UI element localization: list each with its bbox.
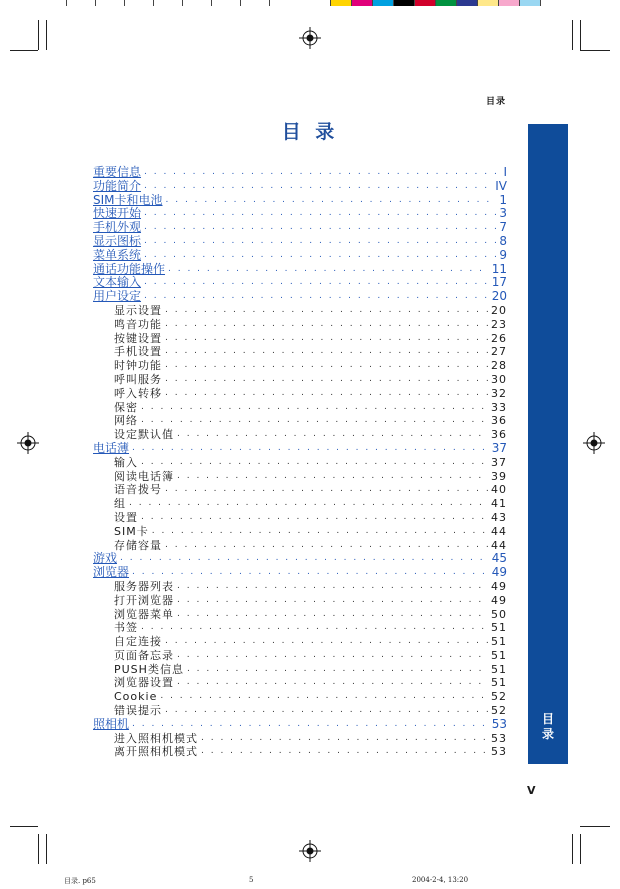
toc-entry-label: 进入照相机模式 [114,731,198,745]
toc-leader-dots [144,207,496,221]
toc-leader-dots [141,456,488,470]
toc-entry-page: 32 [491,386,507,400]
toc-entry[interactable] [93,539,507,553]
page-title: 目 录 [281,121,339,143]
side-tab-label: 目 录 [541,712,554,741]
toc-entry-label: 手机外观 [93,220,142,235]
toc-entry[interactable] [93,166,507,180]
toc-entry-label: 自定连接 [114,635,162,649]
toc-entry-page: 36 [491,414,507,428]
toc-entry-label: 页面备忘录 [114,648,174,662]
toc-entry-label: 打开浏览器 [114,593,174,607]
toc-leader-dots [144,290,489,304]
toc-entry-page: 53 [491,745,507,759]
page-number: V [527,784,536,797]
toc-entry-label: 通话功能操作 [93,261,166,276]
toc-entry[interactable] [93,580,507,594]
registration-mark-icon [583,432,605,454]
toc-leader-dots [201,745,488,759]
toc-leader-dots [165,373,488,387]
toc-entry-page: 37 [491,455,507,469]
toc-leader-dots [132,718,489,732]
toc-leader-dots [165,483,488,497]
toc-entry-page: 50 [491,607,507,621]
toc-entry-page: 20 [491,289,507,304]
toc-leader-dots [165,359,488,373]
toc-entry-page: 51 [491,676,507,690]
toc-entry-label: 快速开始 [93,206,142,221]
toc-entry[interactable] [93,732,507,746]
toc-leader-dots [201,732,488,746]
toc-entry-page: 51 [491,635,507,649]
toc-entry[interactable] [93,718,507,732]
toc-entry-label: SIM卡 [114,524,149,538]
toc-entry[interactable] [93,635,507,649]
toc-leader-dots [141,401,488,415]
toc-entry[interactable] [93,207,507,221]
toc-entry-label: 呼叫服务 [114,372,162,386]
registration-mark-icon [299,27,321,49]
toc-entry-label: 游戏 [93,551,118,566]
crop-mark [580,826,610,827]
toc-entry-label: 错误提示 [114,704,162,718]
table-of-contents [93,166,507,759]
toc-entry-label: PUSH类信息 [114,662,184,676]
toc-entry-page: 53 [491,716,507,731]
toc-leader-dots [144,235,496,249]
toc-entry-label: 功能简介 [93,178,142,193]
toc-entry-page: IV [495,178,507,193]
toc-leader-dots [144,276,489,290]
toc-leader-dots [187,663,488,677]
toc-leader-dots [144,166,500,180]
toc-entry[interactable] [93,332,507,346]
toc-entry[interactable] [93,594,507,608]
toc-entry-page: 51 [491,648,507,662]
toc-entry-label: 鸣音功能 [114,317,162,331]
toc-entry-label: 浏览器菜单 [114,607,174,621]
toc-entry[interactable] [93,414,507,428]
crop-mark [572,834,573,864]
toc-entry-label: 显示设置 [114,303,162,317]
toc-entry-page: 30 [491,372,507,386]
toc-entry[interactable] [93,304,507,318]
toc-entry[interactable] [93,180,507,194]
toc-entry[interactable] [93,318,507,332]
toc-entry-page: 23 [491,317,507,331]
toc-leader-dots [165,304,488,318]
toc-entry-page: 52 [491,690,507,704]
toc-leader-dots [129,497,488,511]
toc-leader-dots [177,594,488,608]
toc-leader-dots [165,387,488,401]
toc-entry-label: 离开照相机模式 [114,745,198,759]
crop-mark [580,834,581,864]
toc-entry[interactable] [93,676,507,690]
toc-entry[interactable] [93,359,507,373]
toc-entry-page: 49 [491,593,507,607]
toc-entry[interactable] [93,235,507,249]
toc-entry-page: 44 [491,538,507,552]
crop-mark [572,20,573,50]
toc-entry-page: 40 [491,483,507,497]
crop-mark [10,50,38,51]
toc-entry[interactable] [93,552,507,566]
toc-entry-page: 41 [491,497,507,511]
toc-leader-dots [165,539,488,553]
toc-entry[interactable] [93,194,507,208]
toc-leader-dots [141,414,488,428]
toc-leader-dots [160,690,488,704]
toc-entry-label: 用户设定 [93,289,142,304]
toc-entry-page: 8 [499,233,507,248]
toc-leader-dots [144,221,496,235]
toc-entry-label: 书签 [114,621,138,635]
toc-entry-page: 36 [491,428,507,442]
toc-entry-label: 设置 [114,510,138,524]
toc-entry[interactable] [93,497,507,511]
toc-leader-dots [166,194,497,208]
toc-entry-page: 27 [491,345,507,359]
toc-entry[interactable] [93,428,507,442]
toc-entry-page: 37 [491,440,507,455]
toc-entry-label: 按键设置 [114,331,162,345]
toc-leader-dots [177,470,488,484]
toc-entry[interactable] [93,276,507,290]
crop-mark [38,20,39,50]
crop-mark [46,20,47,50]
footer-file: 目录. p65 [64,877,96,885]
toc-entry-page: 17 [491,275,507,290]
toc-entry[interactable] [93,263,507,277]
toc-entry-label: 呼入转移 [114,386,162,400]
toc-entry-page: 26 [491,331,507,345]
toc-entry-page: 39 [491,469,507,483]
toc-entry-label: 保密 [114,400,138,414]
toc-leader-dots [120,552,489,566]
crop-mark [580,50,610,51]
toc-entry[interactable] [93,483,507,497]
toc-leader-dots [132,442,489,456]
toc-entry-page: 52 [491,704,507,718]
toc-entry[interactable] [93,566,507,580]
side-tab [528,124,568,764]
toc-entry[interactable] [93,470,507,484]
toc-entry[interactable] [93,525,507,539]
toc-entry-label: 输入 [114,455,138,469]
registration-mark-icon [299,840,321,862]
toc-leader-dots [165,318,488,332]
footer-sheet: 5 [249,876,254,884]
toc-entry-label: 组 [114,497,126,511]
toc-entry[interactable] [93,511,507,525]
toc-entry[interactable] [93,345,507,359]
toc-leader-dots [177,428,488,442]
toc-entry-label: 时钟功能 [114,359,162,373]
toc-leader-dots [144,180,492,194]
registration-mark-icon [17,432,39,454]
toc-entry-page: 45 [491,551,507,566]
toc-leader-dots [165,704,488,718]
toc-entry[interactable] [93,249,507,263]
toc-entry[interactable] [93,704,507,718]
toc-entry-label: 设定默认值 [114,428,174,442]
toc-entry[interactable] [93,745,507,759]
toc-entry[interactable] [93,690,507,704]
toc-entry-page: 33 [491,400,507,414]
toc-leader-dots [152,525,488,539]
toc-entry[interactable] [93,401,507,415]
toc-entry-page: 3 [499,206,507,221]
toc-entry[interactable] [93,608,507,622]
toc-entry-label: 存储容量 [114,538,162,552]
toc-leader-dots [141,621,488,635]
toc-entry-page: 28 [491,359,507,373]
toc-entry-label: 电话薄 [93,440,130,455]
toc-entry-label: 服务器列表 [114,579,174,593]
toc-entry-label: 网络 [114,414,138,428]
toc-entry-page: 7 [499,220,507,235]
toc-entry-label: 重要信息 [93,165,142,179]
toc-entry-page: 44 [491,524,507,538]
toc-entry-label: 阅读电话簿 [114,469,174,483]
toc-leader-dots [177,608,488,622]
toc-leader-dots [141,511,488,525]
toc-entry[interactable] [93,621,507,635]
toc-leader-dots [165,332,488,346]
crop-mark [580,20,581,50]
toc-entry-label: 菜单系统 [93,247,142,262]
toc-entry-label: 照相机 [93,716,130,731]
toc-leader-dots [165,345,488,359]
toc-entry-page: 43 [491,510,507,524]
toc-entry-label: 语音拨号 [114,483,162,497]
toc-entry-label: Cookie [114,690,158,704]
crop-mark [46,834,47,864]
running-header: 目录 [485,97,506,107]
toc-entry-page: 51 [491,662,507,676]
toc-entry-label: SIM卡和电池 [93,192,163,207]
toc-entry[interactable] [93,663,507,677]
toc-leader-dots [177,649,488,663]
color-calibration-bar [330,0,561,6]
toc-entry[interactable] [93,290,507,304]
gray-calibration-bar [66,0,298,6]
crop-mark [10,826,38,827]
toc-entry[interactable] [93,221,507,235]
toc-leader-dots [144,249,496,263]
toc-entry-label: 浏览器 [93,565,130,580]
toc-entry-page: 49 [491,565,507,580]
toc-entry-label: 显示图标 [93,233,142,248]
toc-entry[interactable] [93,649,507,663]
toc-leader-dots [165,635,488,649]
toc-entry-label: 文本输入 [93,275,142,290]
toc-entry-page: 11 [491,261,507,276]
toc-leader-dots [168,263,489,277]
toc-leader-dots [132,566,489,580]
footer-timestamp: 2004-2-4, 13:20 [412,876,469,884]
toc-entry-page: 51 [491,621,507,635]
toc-entry-label: 浏览器设置 [114,676,174,690]
toc-entry[interactable] [93,373,507,387]
toc-leader-dots [177,676,488,690]
toc-entry[interactable] [93,456,507,470]
crop-mark [38,834,39,864]
toc-entry-page: 9 [499,247,507,262]
toc-entry-label: 手机设置 [114,345,162,359]
toc-entry-page: 53 [491,731,507,745]
toc-entry-page: 1 [499,192,507,207]
toc-entry[interactable] [93,387,507,401]
toc-leader-dots [177,580,488,594]
toc-entry-page: 49 [491,579,507,593]
toc-entry-page: 20 [491,303,507,317]
toc-entry[interactable] [93,442,507,456]
toc-entry-page: I [503,165,507,179]
